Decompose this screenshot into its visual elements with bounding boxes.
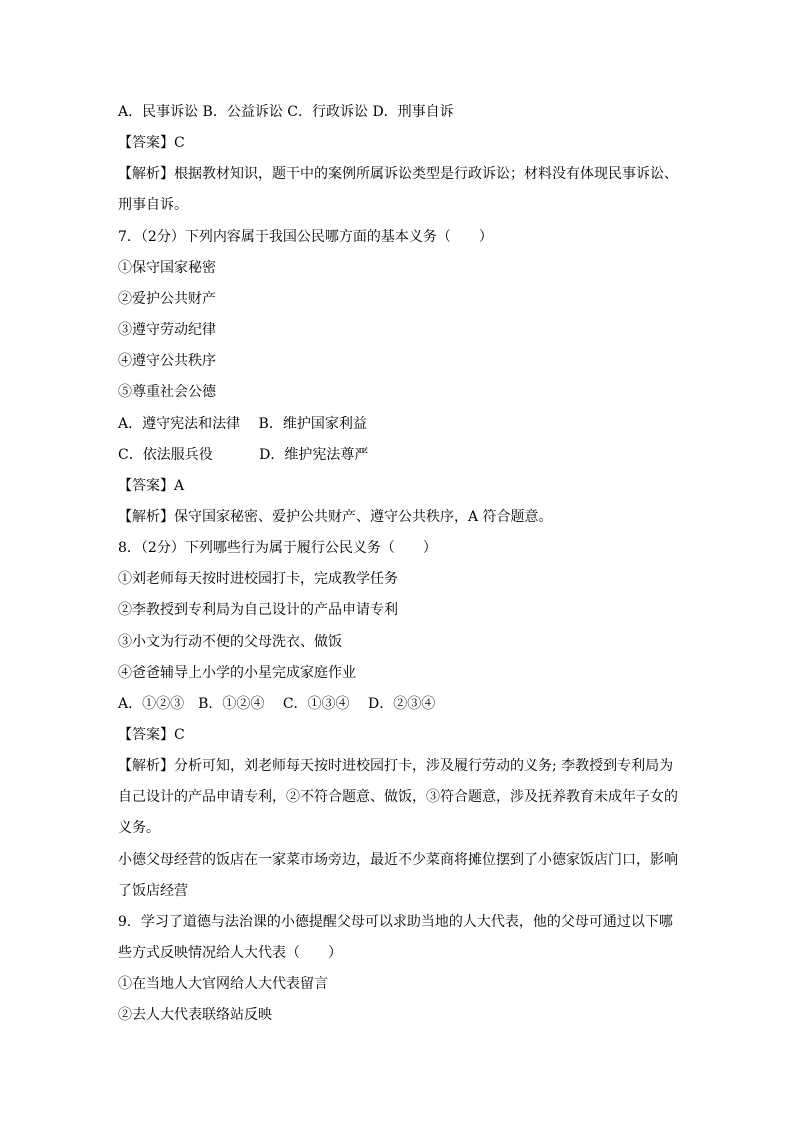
q7-item-1: ①保守国家秘密 (118, 260, 216, 276)
q8-item-2: ②李教授到专利局为自己设计的产品申请专利 (118, 602, 398, 618)
q8-analysis-line-2: 自己设计的产品申请专利，②不符合题意、做饭，③符合题意，涉及抚养教育未成年子女的 (118, 789, 678, 805)
q9-item-1: ①在当地人大官网给人大代表留言 (118, 976, 328, 992)
q7-answer: 【答案】A (118, 478, 185, 494)
q7-analysis: 【解析】保守国家秘密、爱护公共财产、遵守公共秩序，A 符合题意。 (118, 509, 553, 525)
q7-item-3: ③遵守劳动纪律 (118, 322, 216, 338)
q6-analysis-line-2: 刑事自诉。 (118, 197, 188, 213)
q7-stem: 7．（2分）下列内容属于我国公民哪方面的基本义务（ ） (118, 229, 493, 245)
q7-item-2: ②爱护公共财产 (118, 291, 216, 307)
q7-item-5: ⑤尊重社会公德 (118, 384, 216, 400)
q9-item-2: ②去人大代表联络站反映 (118, 1007, 272, 1023)
q9-stem-line-2: 些方式反映情况给人大代表（ ） (118, 945, 342, 961)
q7-options-row-2: C．依法服兵役 D．维护宪法尊严 (118, 447, 369, 463)
q8-analysis-line-1: 【解析】分析可知，刘老师每天按时进校园打卡，涉及履行劳动的义务; 李教授到专利局为 (118, 758, 674, 774)
q7-item-4: ④遵守公共秩序 (118, 353, 216, 369)
q6-analysis-line-1: 【解析】根据教材知识，题干中的案例所属诉讼类型是行政诉讼；材料没有体现民事诉讼、 (118, 166, 678, 182)
q8-options: A．①②③ B．①②④ C．①③④ D．②③④ (118, 696, 436, 712)
scenario-line-1: 小德父母经营的饭店在一家菜市场旁边，最近不少菜商将摊位摆到了小德家饭店门口，影响 (118, 852, 678, 868)
q8-analysis-line-3: 义务。 (118, 820, 160, 836)
q8-item-3: ③小文为行动不便的父母洗衣、做饭 (118, 634, 342, 650)
q9-stem-line-1: 9．学习了道德与法治课的小德提醒父母可以求助当地的人大代表，他的父母可通过以下哪 (118, 914, 673, 930)
q7-options-row-1: A．遵守宪法和法律 B．维护国家利益 (118, 416, 367, 432)
q6-options: A．民事诉讼 B．公益诉讼 C．行政诉讼 D．刑事自诉 (118, 104, 454, 120)
q8-item-1: ①刘老师每天按时进校园打卡，完成教学任务 (118, 571, 398, 587)
scenario-line-2: 了饭店经营 (118, 883, 188, 899)
q8-item-4: ④爸爸辅导上小学的小星完成家庭作业 (118, 665, 356, 681)
q6-answer: 【答案】C (118, 135, 185, 151)
q8-answer: 【答案】C (118, 727, 185, 743)
q8-stem: 8．（2分）下列哪些行为属于履行公民义务（ ） (118, 540, 437, 556)
